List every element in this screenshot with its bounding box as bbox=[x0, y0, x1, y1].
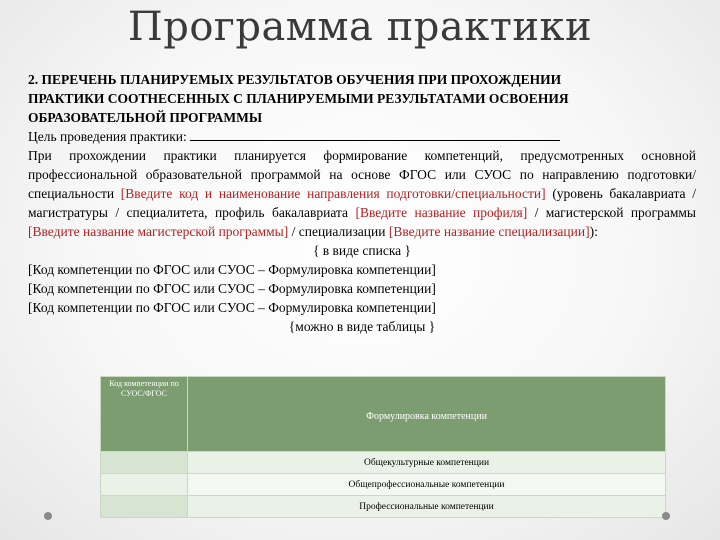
paragraph-text: / магистерской программы bbox=[527, 205, 696, 220]
competency-group-cell: Общекультурные компетенции bbox=[188, 452, 666, 474]
section-heading-line-3: ОБРАЗОВАТЕЛЬНОЙ ПРОГРАММЫ bbox=[28, 110, 263, 125]
competency-table bbox=[100, 376, 666, 518]
slide-corner-dot-left bbox=[44, 512, 52, 520]
competency-group-cell: Общепрофессиональные компетенции bbox=[188, 474, 666, 496]
competency-paragraph bbox=[28, 146, 696, 241]
table-row bbox=[101, 474, 666, 496]
header-code-cell: Код компетенции по СУОС/ФГОС bbox=[101, 377, 188, 452]
slide-corner-dot-right bbox=[662, 512, 670, 520]
competency-line: [Код компетенции по ФГОС или СУОС – Формулировка компетенции] bbox=[28, 300, 436, 315]
document-body bbox=[28, 70, 696, 336]
paragraph-text: При прохождении практики планируется формирование компетенций, предусмотренных основной профессиональной образовательной программой на основе ФГОС или СУОС по направлению подготовки/специальности bbox=[28, 148, 696, 201]
table-row bbox=[101, 452, 666, 474]
placeholder-master-program: [Введите название магистерской программы] bbox=[28, 224, 289, 239]
paragraph-text: (уровень бакалавриата / магистратуры / специалитета, профиль бакалавриата bbox=[28, 186, 696, 220]
paragraph-text: / специализации bbox=[288, 224, 389, 239]
header-formulation-cell: Формулировка компетенции bbox=[188, 377, 666, 452]
placeholder-profile: [Введите название профиля] bbox=[355, 205, 528, 220]
goal-blank-line bbox=[190, 128, 560, 141]
goal-line bbox=[28, 127, 696, 146]
competency-line: [Код компетенции по ФГОС или СУОС – Формулировка компетенции] bbox=[28, 281, 436, 296]
placeholder-specialization: [Введите название специализации] bbox=[388, 224, 590, 239]
code-cell bbox=[101, 474, 188, 496]
paragraph-text: ): bbox=[589, 224, 598, 239]
competency-group-cell: Профессиональные компетенции bbox=[188, 496, 666, 518]
slide-title: Программа практики bbox=[127, 4, 593, 50]
list-note: { в виде списка } bbox=[312, 243, 412, 258]
table-header-row bbox=[101, 377, 666, 452]
goal-label: Цель проведения практики: bbox=[28, 129, 187, 144]
code-cell bbox=[101, 496, 188, 518]
table-note: {можно в виде таблицы } bbox=[288, 319, 436, 334]
section-heading-line-1: 2. ПЕРЕЧЕНЬ ПЛАНИРУЕМЫХ РЕЗУЛЬТАТОВ ОБУЧЕНИЯ ПРИ ПРОХОЖДЕНИИ bbox=[28, 72, 562, 87]
placeholder-direction: [Введите код и наименование направления подготовки/специальности] bbox=[120, 186, 546, 201]
table-row bbox=[101, 496, 666, 518]
competency-line: [Код компетенции по ФГОС или СУОС – Формулировка компетенции] bbox=[28, 262, 436, 277]
code-cell bbox=[101, 452, 188, 474]
section-heading-line-2: ПРАКТИКИ СООТНЕСЕННЫХ С ПЛАНИРУЕМЫМИ РЕЗУЛЬТАТАМИ ОСВОЕНИЯ bbox=[28, 91, 569, 106]
